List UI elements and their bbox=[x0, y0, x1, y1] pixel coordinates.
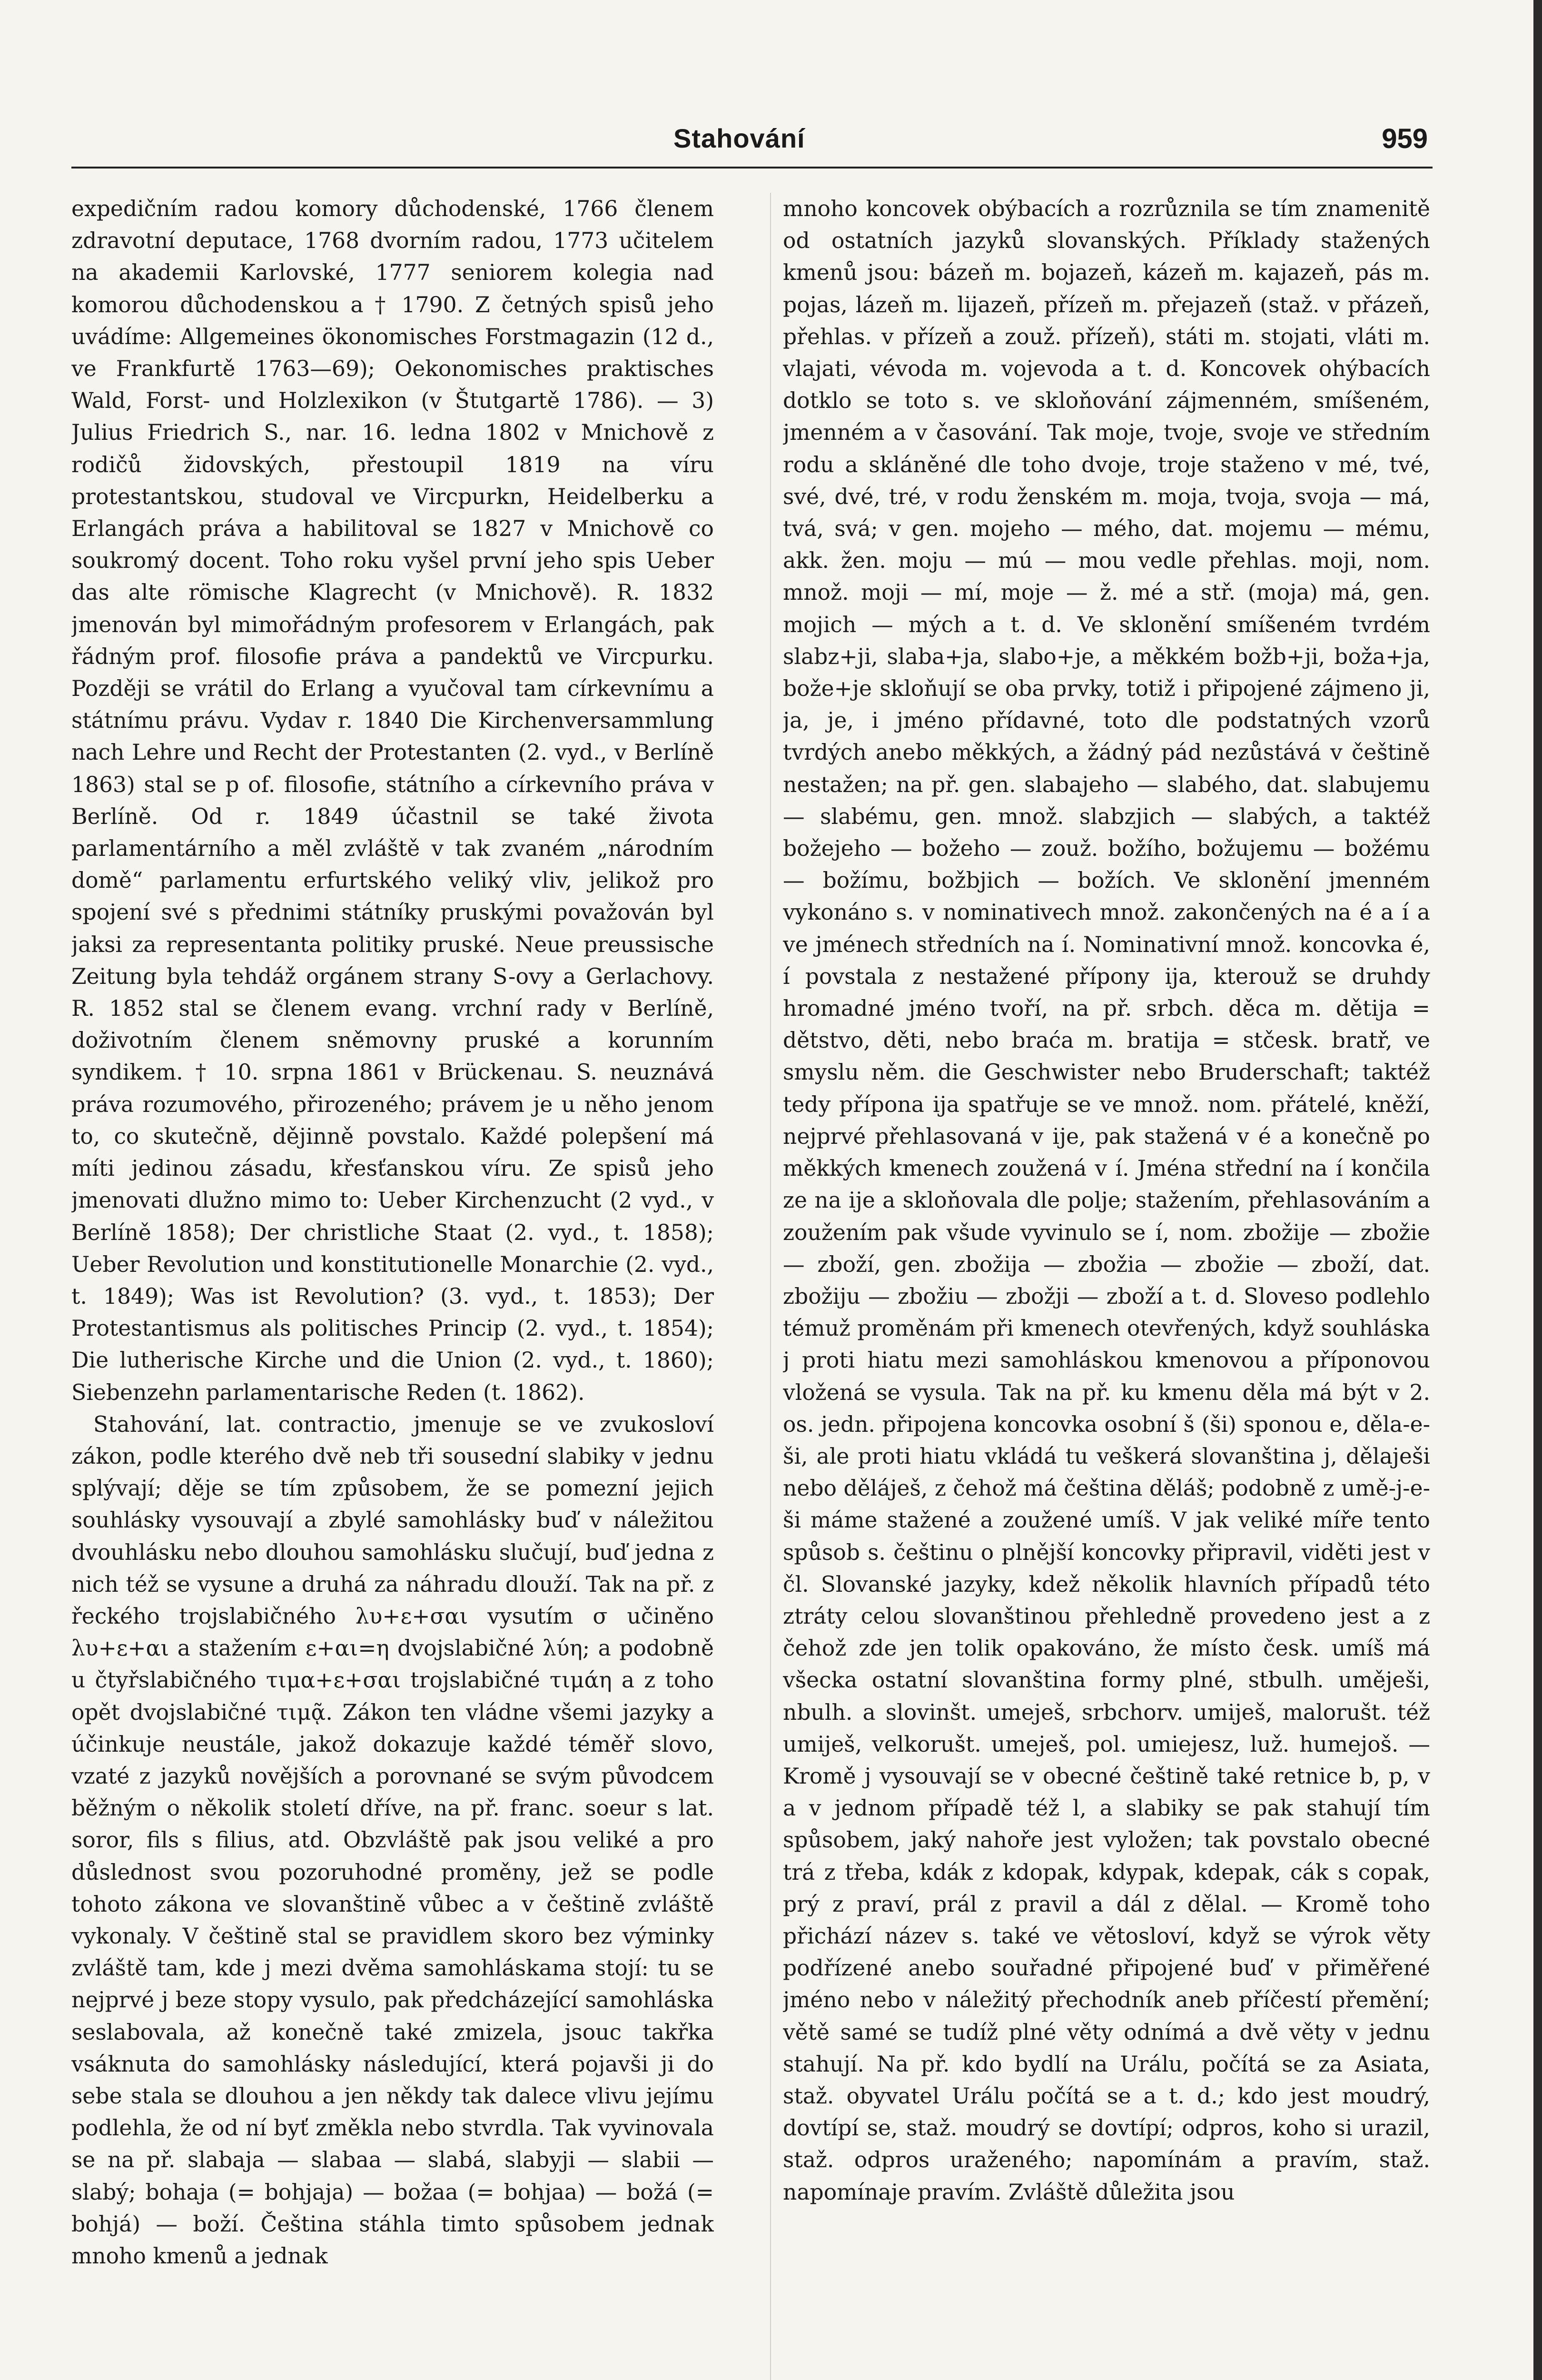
left-paragraph-2: Stahování, lat. contractio, jmenuje se ve zvukosloví zákon, podle kterého dvě neb tři sousední slabiky v jednu splývají; děje se tím způsobem, že se pomezní jejich souhlásky vysouvají a zbylé samohlásky buď v náležitou dvouhlásku nebo dlouhou samohlásku slučují, buď jedna z nich též se vysune a druhá za náhradu dlouží. Tak na př. z řeckého trojslabičného λυ+ε+σαι vysutím σ učiněno λυ+ε+αι a stažením ε+αι=η dvojslabičné λύη; a podobně u čtyřslabičného τιμα+ε+σαι trojslabičné τιμάη a z toho opět dvojslabičné τιμᾷ. Zákon ten vládne všemi jazyky a účinkuje neustále, jakož dokazuje každé téměř slovo, vzaté z jazyků novějších a porovnané se svým původcem běžným o několik století dříve, na př. franc. soeur s lat. soror, fils s filius, atd. Obzvláště pak jsou veliké a pro důslednost svou pozoruhodné proměny, jež se podle tohoto zákona ve slovanštině vůbec a v češtině zvláště vykonaly. V češtině stal se pravidlem skoro bez výminky zvláště tam, kde j mezi dvěma samohláskama stojí: tu se nejprvé j beze stopy vysulo, pak předcházející samohláska seslabovala, až konečně také zmizela, jsouc takřka vsáknuta do samohlásky následující, která pojavši ji do sebe stala se dlouhou a jen někdy tak dalece vlivu jejímu podlehla, že od ní byť změkla nebo stvrdla. Tak vyvinovala se na př. slabaja — slabaa — slabá, slabyji — slabii — slabý; bohaja (= bohjaja) — božaa (= bohjaa) — božá (= bohjá) — boží. Čeština stáhla timto spůsobem jednak mnoho kmenů a jednak bbox=[71, 1411, 714, 2269]
running-head: Stahování bbox=[673, 123, 805, 153]
left-paragraph-1: expedičním radou komory důchodenské, 1766 členem zdravotní deputace, 1768 dvorním radou, 1773 učitelem na akademii Karlovské, 1777 seniorem kolegia nad komorou důchodenskou a † 1790. Z četných spisů jeho uvádíme: Allgemeines ökonomisches Forstmagazin (12 d., ve Frankfurtě 1763—69); Oekonomisches praktisches Wald, Forst- und Holzlexikon (v Štutgartě 1786). — 3) Julius Friedrich S., nar. 16. ledna 1802 v Mnichově z rodičů židovských, přestoupil 1819 na víru protestantskou, studoval ve Vircpurkn, Heidelberku a Erlangách práva a habilitoval se 1827 v Mnichově co soukromý docent. Toho roku vyšel první jeho spis Ueber das alte römische Klagrecht (v Mnichově). R. 1832 jmenován byl mimořádným profesorem v Erlangách, pak řádným prof. filosofie práva a pandektů ve Vircpurku. Později se vrátil do Erlang a vyučoval tam církevnímu a státnímu právu. Vydav r. 1840 Die Kirchenversammlung nach Lehre und Recht der Protestanten (2. vyd., v Berlíně 1863) stal se p of. filosofie, státního a církevního práva v Berlíně. Od r. 1849 účastnil se také života parlamentárního a měl zvláště v tak zvaném „národním domě“ parlamentu erfurtského veliký vliv, jelikož pro spojení své s přednimi státníky pruskými považován byl jaksi za representanta politiky pruské. Neue preussische Zeitung byla tehdáž orgánem strany S-ovy a Gerlachovy. R. 1852 stal se členem evang. vrchní rady v Berlíně, doživotním členem sněmovny pruské a korunním syndikem. † 10. srpna 1861 v Brückenau. S. neuznává práva rozumového, přirozeného; právem je u něho jenom to, co skutečně, dějinně povstalo. Každé polepšení má míti jedinou zásadu, křesťanskou víru. Ze spisů jeho jmenovati dlužno mimo to: Ueber Kirchenzucht (2 vyd., v Berlíně 1858); Der christliche Staat (2. vyd., t. 1858); Ueber Revolution und konstitutionelle Monarchie (2. vyd., t. 1849); Was ist Revolution? (3. vyd., t. 1853); Der Protestantismus als politisches Princip (2. vyd., t. 1854); Die lutherische Kirche und die Union (2. vyd., t. 1860); Siebenzehn parlamentarische Reden (t. 1862). bbox=[71, 196, 714, 1405]
book-spine-edge bbox=[1533, 0, 1542, 2380]
right-column bbox=[783, 193, 1430, 2380]
page-number: 959 bbox=[1382, 123, 1428, 154]
header-rule bbox=[71, 167, 1433, 169]
page-header bbox=[71, 119, 1428, 162]
right-paragraph-1: mnoho koncovek obýbacích a rozrůznila se tím znamenitě od ostatních jazyků slovanských. Příklady stažených kmenů jsou: bázeň m. bojazeň, kázeň m. kajazeň, pás m. pojas, lázeň m. lijazeň, přízeň m. přejazeň (staž. v přázeň, přehlas. v přízeň a zouž. přízeň), státi m. stojati, vláti m. vlajati, vévoda m. vojevoda a t. d. Koncovek ohýbacích dotklo se toto s. ve skloňování zájmenném, smíšeném, jmenném a v časování. Tak moje, tvoje, svoje ve středním rodu a skláněné dle toho dvoje, troje staženo v mé, tvé, své, dvé, tré, v rodu ženském m. moja, tvoja, svoja — má, tvá, svá; v gen. mojeho — mého, dat. mojemu — mému, akk. žen. moju — mú — mou vedle přehlas. moji, nom. množ. moji — mí, moje — ž. mé a stř. (moja) má, gen. mojich — mých a t. d. Ve sklonění smíšeném tvrdém slabz+ji, slaba+ja, slabo+je, a měkkém božb+ji, boža+ja, bože+je skloňují se oba prvky, totiž i připojené zájmeno ji, ja, je, i jméno přídavné, toto dle podstatných vzorů tvrdých anebo měkkých, a žádný pád nezůstává v češtině nestažen; na př. gen. slabajeho — slabého, dat. slabujemu — slabému, gen. množ. slabzjich — slabých, a taktéž božejeho — božeho — zouž. božího, božujemu — božému — božímu, božbjich — božích. Ve sklonění jmenném vykonáno s. v nominativech množ. zakončených na é a í a ve jménech středních na í. Nominativní množ. koncovka é, í povstala z nestažené přípony ija, kterouž se druhdy hromadné jméno tvoří, na př. srbch. děca m. dětija = dětstvo, děti, nebo braća m. bratija = stčesk. bratř, ve smyslu něm. die Geschwister nebo Bruderschaft; taktéž tedy přípona ija spatřuje se ve množ. nom. přátelé, kněží, nejprvé přehlasovaná v ije, pak stažená v é a konečně po měkkých kmenech zoužená v í. Jména střední na í končila ze na ije a skloňovala dle polje; stažením, přehlasováním a zoužením pak všude vyvinulo se í, nom. zbožije — zbožie — zboží, gen. zbožija — zbožia — zbožie — zboží, dat. zbožiju — zbožiu — zbožji — zboží a t. d. Sloveso podlehlo témuž proměnám při kmenech otevřených, když souhláska j proti hiatu mezi samohláskou kmenovou a příponovou vložená se vysula. Tak na př. ku kmenu děla má být v 2. os. jedn. připojena koncovka osobní š (ši) sponou e, děla-e-ši, ale proti hiatu vkládá tu veškerá slovanština j, dělaješi nebo děláješ, z čehož má čeština děláš; podobně z umě-j-e-ši máme stažené a zoužené umíš. V jak veliké míře tento spůsob s. češtinu o plnější koncovky připravil, viděti jest v čl. Slovanské jazyky, kdež několik hlavních případů této ztráty celou slovanštinou přehledně provedeno jest a z čehož zde jen tolik opakováno, že místo česk. umíš má všecka ostatní slovanština formy plné, stbulh. uměješi, nbulh. a slovinšt. umeješ, srbchorv. umiješ, malorušt. též umiješ, velkorušt. umeješ, pol. umiejesz, luž. humejoš. — Kromě j vysouvají se v obecné češtině také retnice b, p, v a v jednom případě též l, a slabiky se pak stahují tím spůsobem, jaký nahoře jest vyložen; tak povstalo obecné trá z třeba, kdák z kdopak, kdypak, kdepak, cák s copak, prý z praví, prál z pravil a dál z dělal. — Kromě toho přichází název s. také ve větosloví, když se výrok věty podřízené anebo souřadné připojené buď v přiměřené jméno nebo v náležitý přechodník aneb příčestí přemění; větě samé se tudíž plné věty odnímá a dvě věty v jednu stahují. Na př. kdo bydlí na Urálu, počítá se za Asiata, staž. obyvatel Urálu počítá se a t. d.; kdo jest moudrý, dovtípí se, staž. moudrý se dovtípí; odpros, koho si urazil, staž. odpros uraženého; napomínám a pravím, staž. napomínaje pravím. Zvláště důležita jsou bbox=[783, 196, 1430, 2205]
column-divider bbox=[770, 193, 771, 2380]
left-column bbox=[71, 193, 714, 2380]
